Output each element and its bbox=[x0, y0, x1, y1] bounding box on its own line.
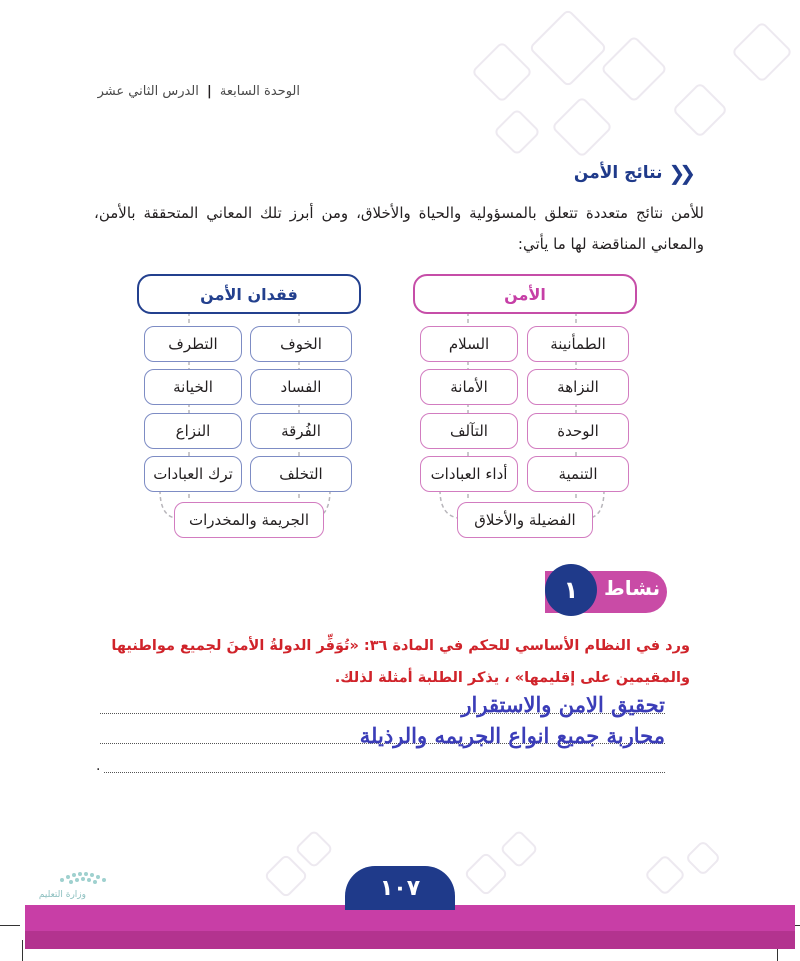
security-item: الوحدة bbox=[527, 413, 629, 449]
page-number: ١٠٧ bbox=[345, 866, 455, 910]
answer-text: محاربة جميع انواع الجريمه والرذيلة bbox=[359, 723, 665, 748]
activity-prompt-line-2: والمقيمين على إقليمها» ، يذكر الطلبة أمثلة لذلك. bbox=[334, 670, 690, 686]
insecurity-item: الفُرقة bbox=[250, 413, 352, 449]
insecurity-item: الفساد bbox=[250, 369, 352, 405]
answer-line[interactable] bbox=[104, 771, 665, 773]
security-title-box: الأمن bbox=[413, 274, 637, 314]
section-title: نتائج الأمن bbox=[573, 163, 663, 183]
insecurity-result-box: الجريمة والمخدرات bbox=[174, 502, 324, 538]
insecurity-item: ترك العبادات bbox=[144, 456, 242, 492]
logo-text: وزارة التعليم bbox=[38, 890, 86, 900]
unit-label: الوحدة السابعة bbox=[219, 84, 300, 99]
activity-label: نشاط bbox=[604, 576, 661, 600]
logo-mark-icon bbox=[56, 866, 116, 888]
security-result-box: الفضيلة والأخلاق bbox=[457, 502, 593, 538]
insecurity-item: الخيانة bbox=[144, 369, 242, 405]
footer-band-shadow bbox=[25, 931, 795, 949]
activity-number-badge: ١ bbox=[545, 564, 597, 616]
insecurity-item: التطرف bbox=[144, 326, 242, 362]
answer-end-dot: . bbox=[96, 758, 101, 774]
security-item: أداء العبادات bbox=[420, 456, 518, 492]
security-item: التآلف bbox=[420, 413, 518, 449]
security-item: الأمانة bbox=[420, 369, 518, 405]
security-item: النزاهة bbox=[527, 369, 629, 405]
security-item: السلام bbox=[420, 326, 518, 362]
double-chevron-icon: ❮❮ bbox=[668, 161, 690, 185]
insecurity-item: التخلف bbox=[250, 456, 352, 492]
lesson-label: الدرس الثاني عشر bbox=[97, 84, 199, 99]
activity-prompt-line-1: ورد في النظام الأساسي للحكم في المادة ٣٦: «تُوَفِّر الدولةُ الأمنَ لجميع مواطنيها bbox=[111, 638, 690, 654]
security-item: الطمأنينة bbox=[527, 326, 629, 362]
answer-text: تحقيق الامن والاستقرار bbox=[461, 692, 665, 717]
insecurity-item: النزاع bbox=[144, 413, 242, 449]
intro-paragraph: للأمن نتائج متعددة تتعلق بالمسؤولية والحياة والأخلاق، ومن أبرز تلك المعاني المتحققة بالأمن، والمعاني المناقضة لها ما يأتي: bbox=[94, 204, 704, 253]
insecurity-title-box: فقدان الأمن bbox=[137, 274, 361, 314]
security-item: التنمية bbox=[527, 456, 629, 492]
header-separator: | bbox=[207, 84, 212, 99]
insecurity-item: الخوف bbox=[250, 326, 352, 362]
